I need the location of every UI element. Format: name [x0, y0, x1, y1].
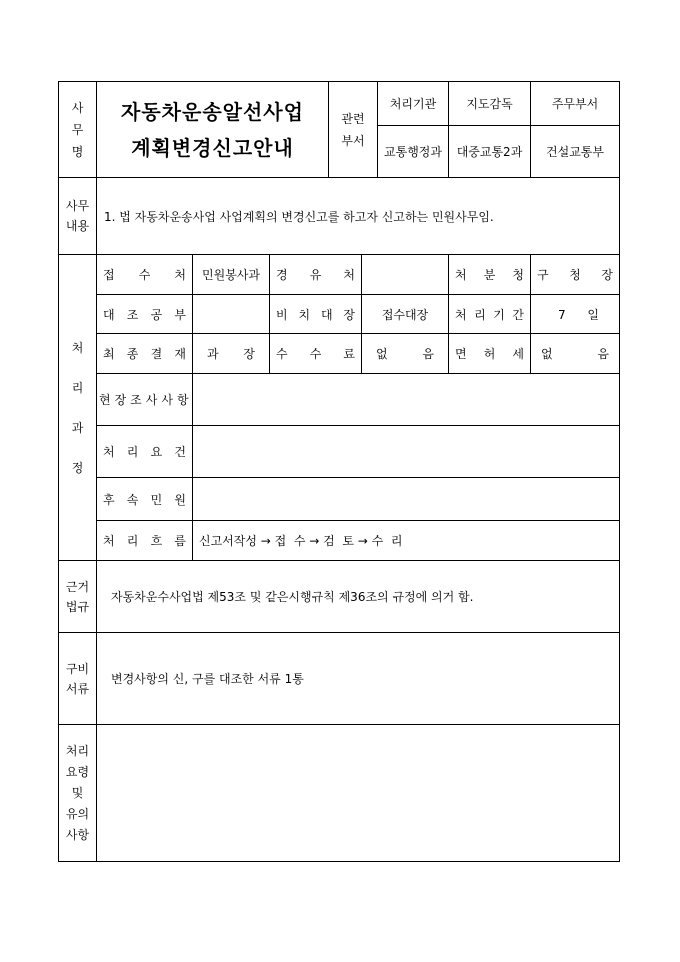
dept-heading-text: 지도감독 [466, 97, 513, 111]
title-line-2: 계획변경신고안내 [131, 135, 294, 160]
dept-heading-text: 주무부서 [551, 97, 599, 111]
work-content-label-line: 사무 [65, 199, 90, 213]
fee-label [270, 334, 362, 374]
license-tax-label [449, 334, 531, 374]
grid-cell-text: 민원봉사과 [202, 268, 260, 282]
grid-cell-text: 대 조 공 부 [103, 307, 186, 322]
process-label-char: 리 [71, 380, 84, 395]
handling-notes-label-line: 요령 [65, 764, 90, 779]
processing-period-value [531, 295, 620, 334]
dept-heading-supervision [449, 82, 531, 126]
dept-heading-text: 처리기관 [389, 97, 437, 111]
process-label [59, 255, 97, 561]
work-content-label-line: 내용 [65, 219, 90, 233]
grid-cell-text: 구 청 장 [537, 268, 613, 282]
civil-affairs-guide-form [58, 81, 620, 862]
required-documents-text [97, 633, 620, 725]
office-name-label-char: 사 [71, 100, 84, 115]
dept-value-text: 건설교통부 [546, 145, 604, 159]
process-label-char: 과 [71, 420, 84, 435]
grid-cell-text: 접수대장 [381, 307, 429, 322]
processing-requirements-value [193, 426, 620, 478]
required-documents-label-line: 서류 [65, 681, 90, 696]
processing-period-label [449, 295, 531, 334]
handling-notes-label [59, 725, 97, 862]
dept-value-text: 교통행정과 [384, 145, 442, 159]
processing-flow-value [193, 521, 620, 561]
disposition-office-value [531, 255, 620, 295]
related-dept-label-line: 관련 [341, 111, 365, 126]
processing-flow-label [97, 521, 193, 561]
grid-cell-text: 경 유 처 [276, 268, 355, 282]
dept-value-processing-agency [378, 126, 449, 178]
dept-value-supervision [449, 126, 531, 178]
related-dept-label-line: 부서 [341, 133, 365, 148]
legal-basis-label-line: 법규 [65, 599, 90, 614]
office-name-label-char: 명 [71, 144, 84, 159]
via-office-label [270, 255, 362, 295]
detail-label-text: 처 리 요 건 [103, 445, 186, 459]
follow-up-petition-label [97, 478, 193, 521]
process-label-char: 정 [71, 460, 84, 475]
legal-basis-text-value: 자동차운수사업법 제53조 및 같은시행규칙 제36조의 규정에 의거 함. [111, 590, 474, 604]
grid-cell-text: 처 리 기 간 [455, 307, 524, 322]
final-approval-label [97, 334, 193, 374]
detail-label-text: 처 리 흐 름 [103, 534, 186, 548]
via-office-value [362, 255, 449, 295]
dept-value-text: 대중교통2과 [456, 145, 523, 159]
handling-notes-label-line: 유의 [65, 806, 90, 821]
legal-basis-text [97, 561, 620, 633]
processing-requirements-label [97, 426, 193, 478]
reference-register-value [193, 295, 270, 334]
detail-label-text: 현장조사사항 [99, 393, 193, 407]
grid-cell-text: 면 허 세 [455, 347, 524, 361]
handling-notes-label-line: 사항 [65, 827, 90, 842]
grid-cell-text: 접 수 처 [103, 268, 186, 282]
grid-cell-text: 수 수 료 [276, 347, 355, 361]
required-documents-text-value: 변경사항의 신, 구를 대조한 서류 1통 [111, 672, 304, 686]
final-approval-value [193, 334, 270, 374]
reception-office-value [193, 255, 270, 295]
handling-notes-label-line: 및 [71, 785, 84, 800]
work-content-text [97, 178, 620, 255]
grid-cell-text: 과 장 [207, 347, 255, 361]
dept-value-main-ministry [531, 126, 620, 178]
work-content-text-value: 1. 법 자동차운송사업 사업계획의 변경신고를 하고자 신고하는 민원사무임. [104, 209, 494, 224]
handling-notes-text [97, 725, 620, 862]
kept-ledger-label [270, 295, 362, 334]
fee-value [362, 334, 449, 374]
field-survey-label [97, 374, 193, 426]
required-documents-label [59, 633, 97, 725]
grid-cell-text: 처 분 청 [455, 268, 524, 282]
grid-cell-text: 없 음 [376, 347, 434, 361]
title-line-1: 자동차운송알선사업 [121, 99, 304, 124]
office-name-label-char: 무 [71, 122, 84, 137]
dept-heading-processing-agency [378, 82, 449, 126]
related-dept-label [329, 82, 378, 178]
grid-cell-text: 최 종 결 재 [103, 347, 186, 361]
reference-register-label [97, 295, 193, 334]
reception-office-label [97, 255, 193, 295]
field-survey-value [193, 374, 620, 426]
handling-notes-label-line: 처리 [65, 743, 90, 758]
license-tax-value [531, 334, 620, 374]
dept-heading-main-ministry [531, 82, 620, 126]
document-title [97, 82, 329, 178]
kept-ledger-value [362, 295, 449, 334]
disposition-office-label [449, 255, 531, 295]
detail-value-text: 신고서작성 → 접 수 → 검 토 → 수 리 [199, 534, 403, 548]
office-name-label [59, 82, 97, 178]
grid-cell-text: 7 일 [558, 307, 599, 322]
process-label-char: 처 [71, 340, 84, 355]
follow-up-petition-value [193, 478, 620, 521]
required-documents-label-line: 구비 [65, 661, 90, 676]
detail-label-text: 후 속 민 원 [103, 492, 186, 507]
work-content-label [59, 178, 97, 255]
grid-cell-text: 비 치 대 장 [276, 307, 355, 322]
legal-basis-label [59, 561, 97, 633]
legal-basis-label-line: 근거 [65, 579, 90, 594]
grid-cell-text: 없 음 [541, 347, 609, 361]
